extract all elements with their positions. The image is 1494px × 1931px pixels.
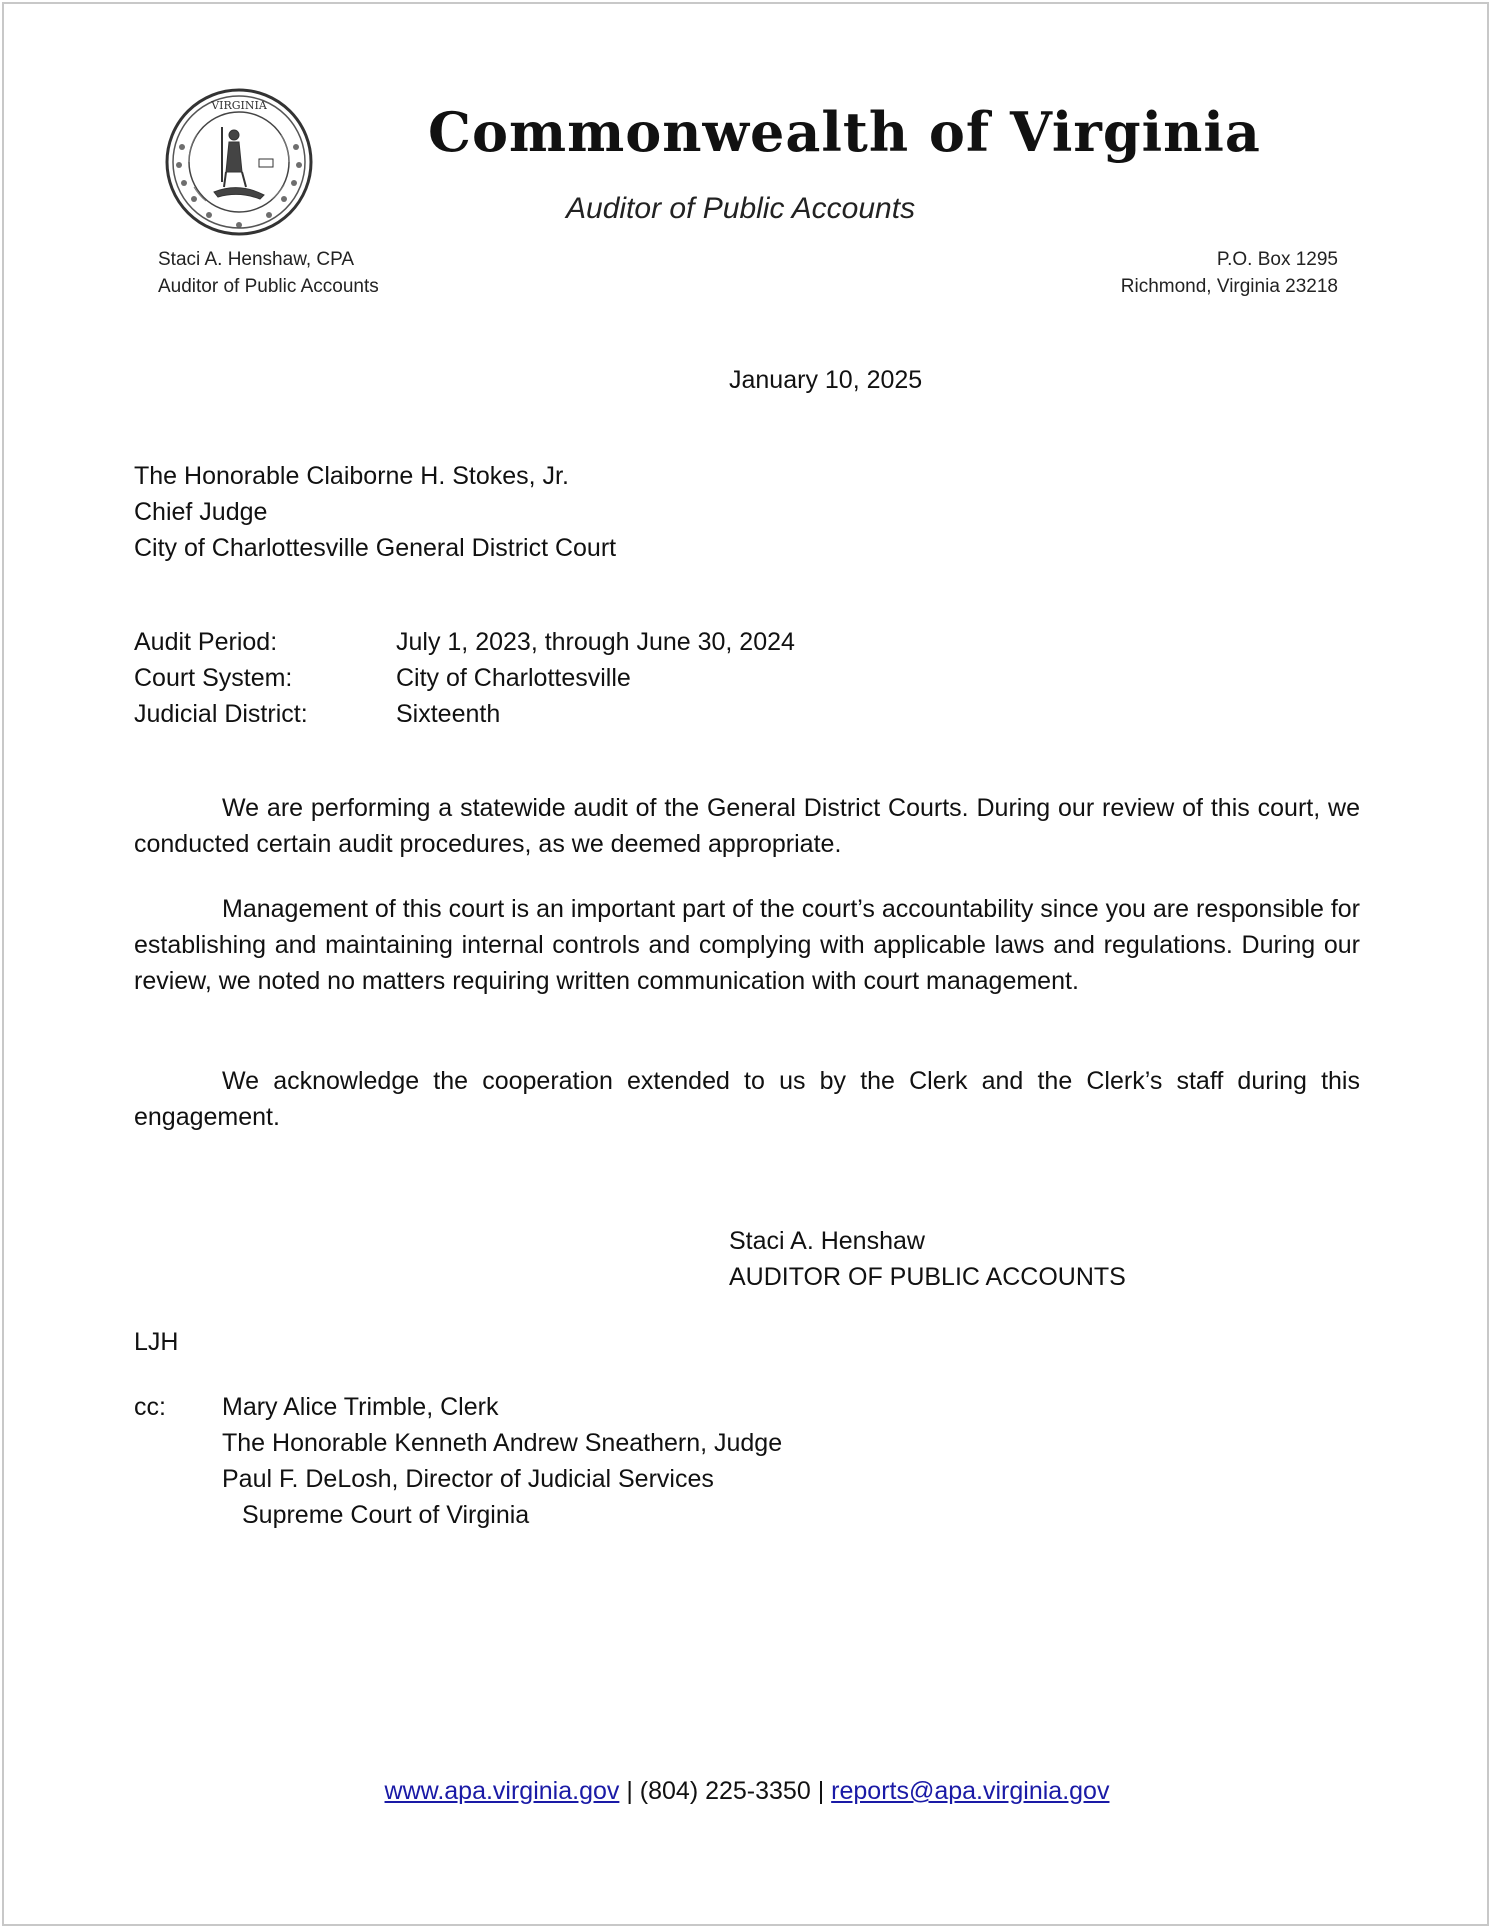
detail-label: Judicial District: — [134, 700, 308, 728]
cc-item: Mary Alice Trimble, Clerk — [222, 1393, 499, 1421]
detail-label: Audit Period: — [134, 628, 278, 656]
detail-row-audit-period — [134, 624, 795, 660]
address-line-1: P.O. Box 1295 — [1216, 249, 1338, 270]
detail-value: Sixteenth — [396, 700, 501, 728]
recipient-block — [134, 458, 616, 566]
detail-row-judicial-district — [134, 696, 795, 732]
signature-block — [729, 1223, 1126, 1295]
email-link[interactable]: reports@apa.virginia.gov — [831, 1777, 1110, 1805]
seal-text: VIRGINIA — [211, 99, 267, 112]
detail-row-court-system — [134, 660, 795, 696]
cc-label: cc: — [134, 1393, 166, 1421]
letterhead-subtitle: Auditor of Public Accounts — [566, 192, 916, 225]
footer — [0, 1777, 1494, 1806]
cc-list — [222, 1389, 782, 1533]
cc-item: Paul F. DeLosh, Director of Judicial Services — [222, 1465, 714, 1493]
auditor-role: Auditor of Public Accounts — [158, 276, 379, 297]
detail-label: Court System: — [134, 664, 293, 692]
footer-separator: | — [626, 1777, 633, 1805]
signature-title: AUDITOR OF PUBLIC ACCOUNTS — [729, 1263, 1126, 1291]
footer-separator: | — [817, 1777, 825, 1805]
paragraph-1: We are performing a statewide audit of the General District Courts. During our review of this court, we conducted certain audit procedures, as we deemed appropriate. — [134, 794, 1360, 858]
website-link[interactable]: www.apa.virginia.gov — [384, 1777, 620, 1805]
recipient-name: The Honorable Claiborne H. Stokes, Jr. — [134, 462, 569, 490]
signature-name: Staci A. Henshaw — [729, 1227, 925, 1255]
letter-date: January 10, 2025 — [729, 366, 923, 394]
cc-item: Supreme Court of Virginia — [242, 1501, 530, 1529]
auditor-name: Staci A. Henshaw, CPA — [158, 249, 355, 270]
paragraph-2: Management of this court is an important part of the court’s accountability since you are responsible for establishing and maintaining internal controls and complying with applicable laws and regulations. During our review, we noted no matters requiring written communication with court management. — [134, 895, 1360, 995]
footer-phone: (804) 225-3350 — [639, 1777, 811, 1805]
virginia-seal-icon — [164, 87, 314, 237]
cc-item: The Honorable Kenneth Andrew Sneathern, Judge — [222, 1429, 783, 1457]
recipient-court: City of Charlottesville General District Court — [134, 534, 617, 562]
recipient-title: Chief Judge — [134, 498, 268, 526]
detail-value: City of Charlottesville — [396, 664, 631, 692]
typist-initials: LJH — [134, 1328, 179, 1356]
mailing-address — [1121, 246, 1338, 300]
letterhead-title: Commonwealth of Virginia — [428, 100, 1261, 164]
auditor-info — [158, 246, 379, 300]
detail-value: July 1, 2023, through June 30, 2024 — [396, 628, 795, 656]
paragraph-3: We acknowledge the cooperation extended to us by the Clerk and the Clerk’s staff during this engagement. — [134, 1067, 1360, 1131]
address-line-2: Richmond, Virginia 23218 — [1120, 276, 1338, 297]
audit-details — [134, 624, 795, 732]
